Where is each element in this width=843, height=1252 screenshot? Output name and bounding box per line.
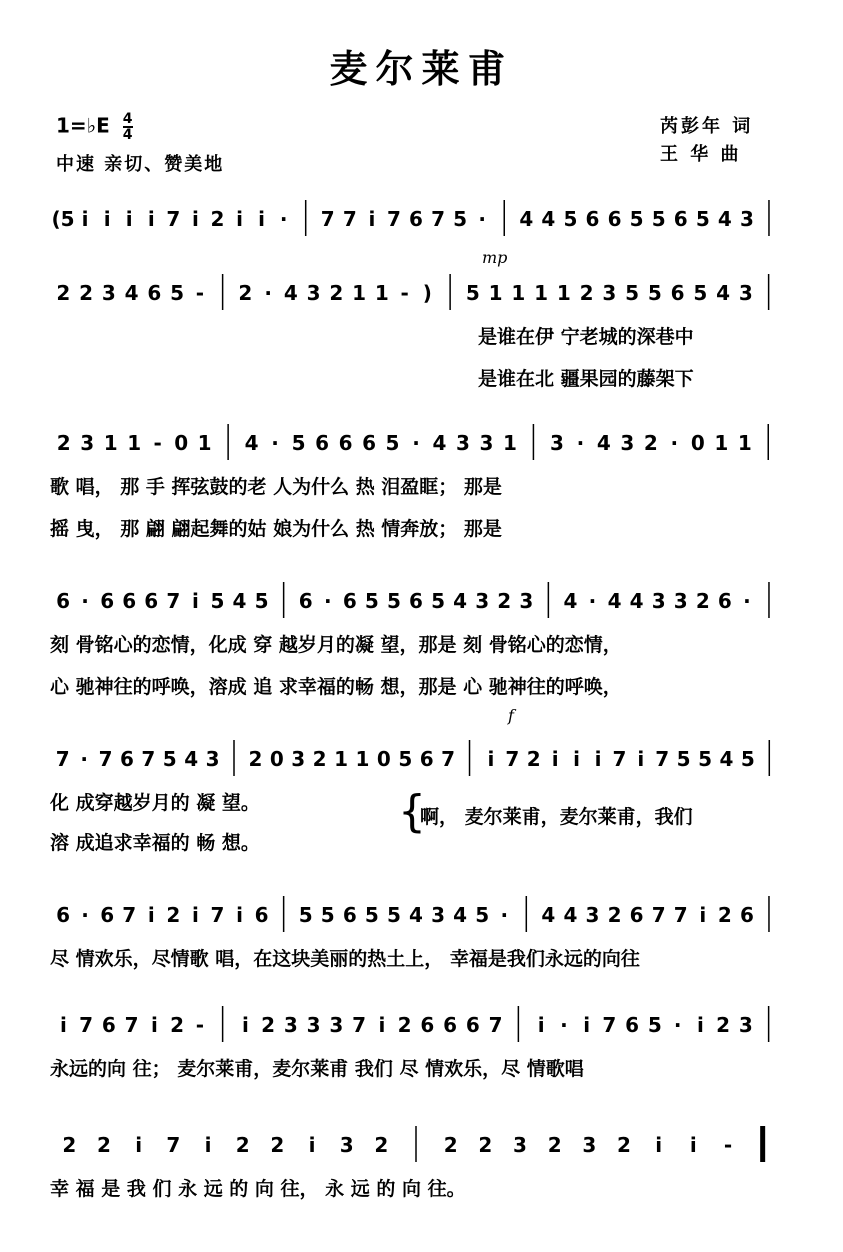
note: -	[195, 1013, 205, 1037]
note: i	[191, 589, 199, 613]
note: 6	[144, 589, 159, 613]
note: ·	[323, 589, 332, 613]
note: 4	[563, 589, 578, 613]
note: 1	[197, 431, 212, 455]
note: 5	[698, 747, 713, 771]
key-label: 1=♭E	[56, 113, 110, 138]
staff-svg	[0, 270, 843, 318]
note: 7	[612, 747, 627, 771]
note: i	[699, 903, 707, 927]
staff-row-8	[0, 1122, 843, 1170]
note: ·	[560, 1013, 568, 1037]
staff-row-4	[0, 578, 843, 626]
note: 3	[651, 589, 666, 613]
note: 7	[386, 207, 401, 231]
note: i	[696, 1013, 704, 1037]
note: 4	[244, 431, 259, 455]
lyric-line: 心 驰神往的呼唤，溶成 追 求幸福的畅 想，那是 心 驰神往的呼唤，	[50, 676, 622, 698]
note: ·	[576, 431, 585, 455]
note: 3	[738, 1013, 753, 1037]
note: 6	[409, 207, 423, 231]
note: 1	[103, 431, 118, 455]
lyric-line: 摇 曳， 那 翩 翩起舞的姑 娘为什么 热 情奔放； 那是	[50, 518, 502, 540]
note: 6	[315, 431, 330, 455]
note: 2	[547, 1133, 562, 1157]
note: 6	[629, 903, 644, 927]
note: 3	[291, 747, 306, 771]
note: 1	[488, 281, 503, 305]
lyric-line: 是谁在北 疆果园的藤架下	[478, 368, 694, 390]
note: 6	[625, 1013, 640, 1037]
note: 5	[563, 207, 578, 231]
note: 2	[62, 1133, 77, 1157]
note: i	[258, 207, 266, 231]
note: 6	[56, 903, 70, 927]
note: 7	[166, 589, 181, 613]
note: 3	[620, 431, 635, 455]
note: 1	[556, 281, 571, 305]
note: 6	[420, 1013, 435, 1037]
note: ·	[500, 903, 509, 927]
note: 5	[740, 747, 755, 771]
note: 2	[238, 281, 253, 305]
note: 6	[465, 1013, 480, 1037]
note: -	[195, 281, 205, 305]
note: ·	[81, 589, 89, 613]
note: 4	[124, 281, 139, 305]
note: 7	[79, 1013, 94, 1037]
note: 6	[419, 747, 434, 771]
staff-svg	[0, 578, 843, 626]
note: i	[81, 207, 89, 231]
note: ·	[279, 207, 288, 231]
note: 1	[714, 431, 729, 455]
note: 5	[386, 903, 401, 927]
key-signature	[56, 112, 133, 142]
note: i	[103, 207, 111, 231]
note: 3	[479, 431, 494, 455]
note: 4	[717, 207, 732, 231]
note: 5	[398, 747, 413, 771]
note: 2	[270, 1133, 285, 1157]
note: 5	[298, 903, 313, 927]
note: 0	[690, 431, 705, 455]
note: ·	[264, 281, 272, 305]
note: (5	[51, 207, 75, 231]
staff-row-6	[0, 892, 843, 940]
note: 4	[409, 903, 423, 927]
note: ·	[743, 589, 751, 613]
note: 6	[100, 903, 115, 927]
note: 2	[607, 903, 622, 927]
note: ·	[81, 903, 89, 927]
note: 2	[695, 589, 710, 613]
note: 3	[205, 747, 220, 771]
note: 4	[519, 207, 534, 231]
note: 3	[475, 589, 490, 613]
note: 6	[670, 281, 685, 305]
staff-row-2	[0, 270, 843, 318]
note: 6	[342, 903, 357, 927]
note: 3	[739, 207, 754, 231]
staff-svg	[0, 736, 843, 784]
note: 5	[453, 207, 468, 231]
note: 5	[651, 207, 666, 231]
note: 1	[127, 431, 142, 455]
staff-svg	[0, 1002, 843, 1050]
note: 5	[465, 281, 480, 305]
note: 2	[374, 1133, 389, 1157]
note: 1	[374, 281, 389, 305]
note: ·	[412, 431, 420, 455]
note: 2	[170, 1013, 185, 1037]
song-title: 麦尔莱甫	[329, 47, 514, 91]
note: 1	[534, 281, 549, 305]
note: 3	[283, 1013, 298, 1037]
staff-svg	[0, 196, 843, 244]
note: 1	[737, 431, 752, 455]
lyric-line: 刻 骨铭心的恋情，化成 穿 越岁月的凝 望，那是 刻 骨铭心的恋情，	[50, 634, 622, 656]
note: 2	[526, 747, 541, 771]
note: 6	[342, 589, 357, 613]
note: i	[147, 903, 155, 927]
note: 5	[170, 281, 185, 305]
note: 6	[607, 207, 622, 231]
note: 5	[431, 589, 446, 613]
note: i	[147, 207, 155, 231]
note: 6	[56, 589, 70, 613]
note: i	[236, 903, 243, 927]
time-bottom: 4	[122, 127, 133, 143]
note: i	[378, 1013, 386, 1037]
time-signature	[123, 112, 133, 142]
note: -	[723, 1133, 733, 1157]
note: 4	[541, 903, 556, 927]
note: 7	[166, 207, 181, 231]
note: 6	[585, 207, 600, 231]
note: 5	[162, 747, 177, 771]
staff-svg	[0, 892, 843, 940]
note: i	[308, 1133, 316, 1157]
note: 5	[364, 589, 379, 613]
lyric-line: 幸 福 是 我 们 永 远 的 向 往， 永 远 的 向 往。	[50, 1178, 466, 1200]
note: 2	[579, 281, 594, 305]
note: 2	[261, 1013, 276, 1037]
staff-svg	[0, 1122, 843, 1170]
note: 2	[397, 1013, 412, 1037]
note: ·	[80, 747, 88, 771]
note: 6	[673, 207, 688, 231]
staff-svg	[0, 420, 843, 468]
note: i	[594, 747, 602, 771]
note: i	[537, 1013, 545, 1037]
note: 5	[386, 589, 401, 613]
lyric-line: 啊， 麦尔莱甫，麦尔莱甫，我们	[420, 806, 693, 828]
note: 1	[334, 747, 349, 771]
note: i	[655, 1133, 663, 1157]
note: 6	[409, 589, 423, 613]
staff-row-5	[0, 736, 843, 784]
note: 7	[602, 1013, 617, 1037]
lyric-line: 是谁在伊 宁老城的深巷中	[478, 326, 694, 348]
note: 6	[338, 431, 353, 455]
note: 2	[443, 1133, 458, 1157]
time-top: 4	[122, 111, 133, 127]
note: 5	[291, 431, 306, 455]
note: 1	[511, 281, 526, 305]
note: 7	[342, 207, 357, 231]
note: 2	[717, 903, 732, 927]
note: 7	[166, 1133, 181, 1157]
dynamic-f: f	[508, 706, 514, 725]
note: 3	[602, 281, 617, 305]
note: ·	[588, 589, 597, 613]
note: 2	[79, 281, 94, 305]
note: 2	[617, 1133, 631, 1157]
lyric-line: 尽 情欢乐，尽情歌 唱，在这块美丽的热土上， 幸福是我们永远的向往	[50, 948, 640, 970]
note: 2	[478, 1133, 493, 1157]
note: 7	[55, 747, 70, 771]
note: 5	[625, 281, 640, 305]
note: 5	[629, 207, 644, 231]
note: 3	[329, 1013, 344, 1037]
note: i	[204, 1133, 212, 1157]
note: 5	[647, 281, 662, 305]
note: 7	[320, 207, 335, 231]
note: 4	[232, 589, 247, 613]
note: 6	[717, 589, 732, 613]
note: i	[241, 1013, 249, 1037]
note: 6	[298, 589, 313, 613]
note: 7	[122, 903, 137, 927]
note: 6	[362, 431, 376, 455]
note: 7	[124, 1013, 139, 1037]
note: i	[125, 207, 133, 231]
note: -	[400, 281, 409, 305]
note: 6	[147, 281, 162, 305]
note: i	[573, 747, 581, 771]
note: 6	[739, 903, 754, 927]
note: 2	[97, 1133, 111, 1157]
note: 5	[647, 1013, 662, 1037]
note: 1	[502, 431, 517, 455]
note: ·	[673, 1013, 682, 1037]
note: 7	[505, 747, 520, 771]
lyricist-credit: 芮彭年 词	[660, 116, 754, 137]
note: 4	[629, 589, 644, 613]
lyric-line: 化 成穿越岁月的 凝 望。	[50, 792, 260, 814]
note: 2	[166, 903, 181, 927]
note: 2	[248, 747, 263, 771]
note: 3	[456, 431, 470, 455]
note: 4	[453, 903, 468, 927]
note: 0	[376, 747, 391, 771]
note: 4	[283, 281, 298, 305]
note: 6	[119, 747, 134, 771]
note: 3	[738, 281, 753, 305]
note: 5	[693, 281, 708, 305]
note: 4	[719, 747, 734, 771]
note: 4	[541, 207, 556, 231]
note: 7	[141, 747, 156, 771]
note: 0	[174, 431, 189, 455]
composer-credit: 王 华 曲	[660, 144, 742, 165]
note: 4	[607, 589, 622, 613]
note: 3	[431, 903, 446, 927]
note: 7	[441, 747, 456, 771]
note: 2	[716, 1013, 731, 1037]
note: 2	[497, 589, 512, 613]
note: i	[368, 207, 376, 231]
lyric-line: 歌 唱， 那 手 挥弦鼓的老 人为什么 热 泪盈眶； 那是	[50, 476, 502, 498]
note: 5	[676, 747, 691, 771]
note: 2	[56, 431, 71, 455]
note: 5	[254, 589, 269, 613]
verse-bracket: {	[398, 786, 426, 837]
note: 5	[695, 207, 710, 231]
note: i	[236, 207, 243, 231]
note: i	[689, 1133, 697, 1157]
note: 2	[235, 1133, 250, 1157]
note: 5	[385, 431, 400, 455]
staff-row-3	[0, 420, 843, 468]
note: 1	[355, 747, 370, 771]
note: 4	[432, 431, 447, 455]
note: 3	[306, 1013, 321, 1037]
staff-row-1	[0, 196, 843, 244]
note: 3	[80, 431, 95, 455]
note: i	[487, 747, 495, 771]
note: i	[59, 1013, 67, 1037]
note: 4	[453, 589, 468, 613]
note: 7	[431, 207, 446, 231]
note: 6	[122, 589, 137, 613]
note: 7	[655, 747, 670, 771]
note: 6	[101, 1013, 116, 1037]
note: i	[150, 1013, 158, 1037]
note: -	[153, 431, 162, 455]
note: i	[135, 1133, 143, 1157]
note: 5	[364, 903, 379, 927]
note: 7	[651, 903, 666, 927]
note: 7	[210, 903, 225, 927]
note: 0	[269, 747, 284, 771]
note: 2	[329, 281, 344, 305]
note: 2	[56, 281, 71, 305]
note: 4	[596, 431, 611, 455]
note: 3	[513, 1133, 527, 1157]
dynamic-mp: mp	[482, 248, 508, 267]
note: i	[583, 1013, 591, 1037]
note: 3	[101, 281, 116, 305]
note: 7	[352, 1013, 367, 1037]
note: 3	[339, 1133, 354, 1157]
note: ·	[478, 207, 486, 231]
note: 3	[585, 903, 600, 927]
note: 4	[716, 281, 731, 305]
note: )	[422, 281, 432, 305]
note: 2	[312, 747, 327, 771]
note: 7	[488, 1013, 503, 1037]
note: 6	[443, 1013, 458, 1037]
note: 5	[475, 903, 490, 927]
note: i	[191, 207, 199, 231]
note: 3	[519, 589, 534, 613]
note: 1	[352, 281, 367, 305]
note: ·	[271, 431, 279, 455]
note: i	[551, 747, 559, 771]
note: ·	[670, 431, 679, 455]
note: 2	[210, 207, 225, 231]
note: 6	[100, 589, 115, 613]
note: 7	[98, 747, 113, 771]
note: 7	[673, 903, 688, 927]
note: 5	[320, 903, 335, 927]
note: 2	[643, 431, 658, 455]
note: 5	[210, 589, 225, 613]
note: 4	[184, 747, 199, 771]
lyric-line: 永远的向 往； 麦尔莱甫，麦尔莱甫 我们 尽 情欢乐，尽 情歌唱	[50, 1058, 584, 1080]
tempo-marking: 中速 亲切、赞美地	[56, 154, 225, 175]
lyric-line: 溶 成追求幸福的 畅 想。	[50, 832, 260, 854]
note: 3	[582, 1133, 597, 1157]
note: i	[637, 747, 645, 771]
note: 6	[254, 903, 269, 927]
note: 3	[673, 589, 688, 613]
note: 3	[549, 431, 564, 455]
note: 4	[563, 903, 578, 927]
note: 3	[306, 281, 321, 305]
staff-row-7	[0, 1002, 843, 1050]
note: i	[191, 903, 199, 927]
